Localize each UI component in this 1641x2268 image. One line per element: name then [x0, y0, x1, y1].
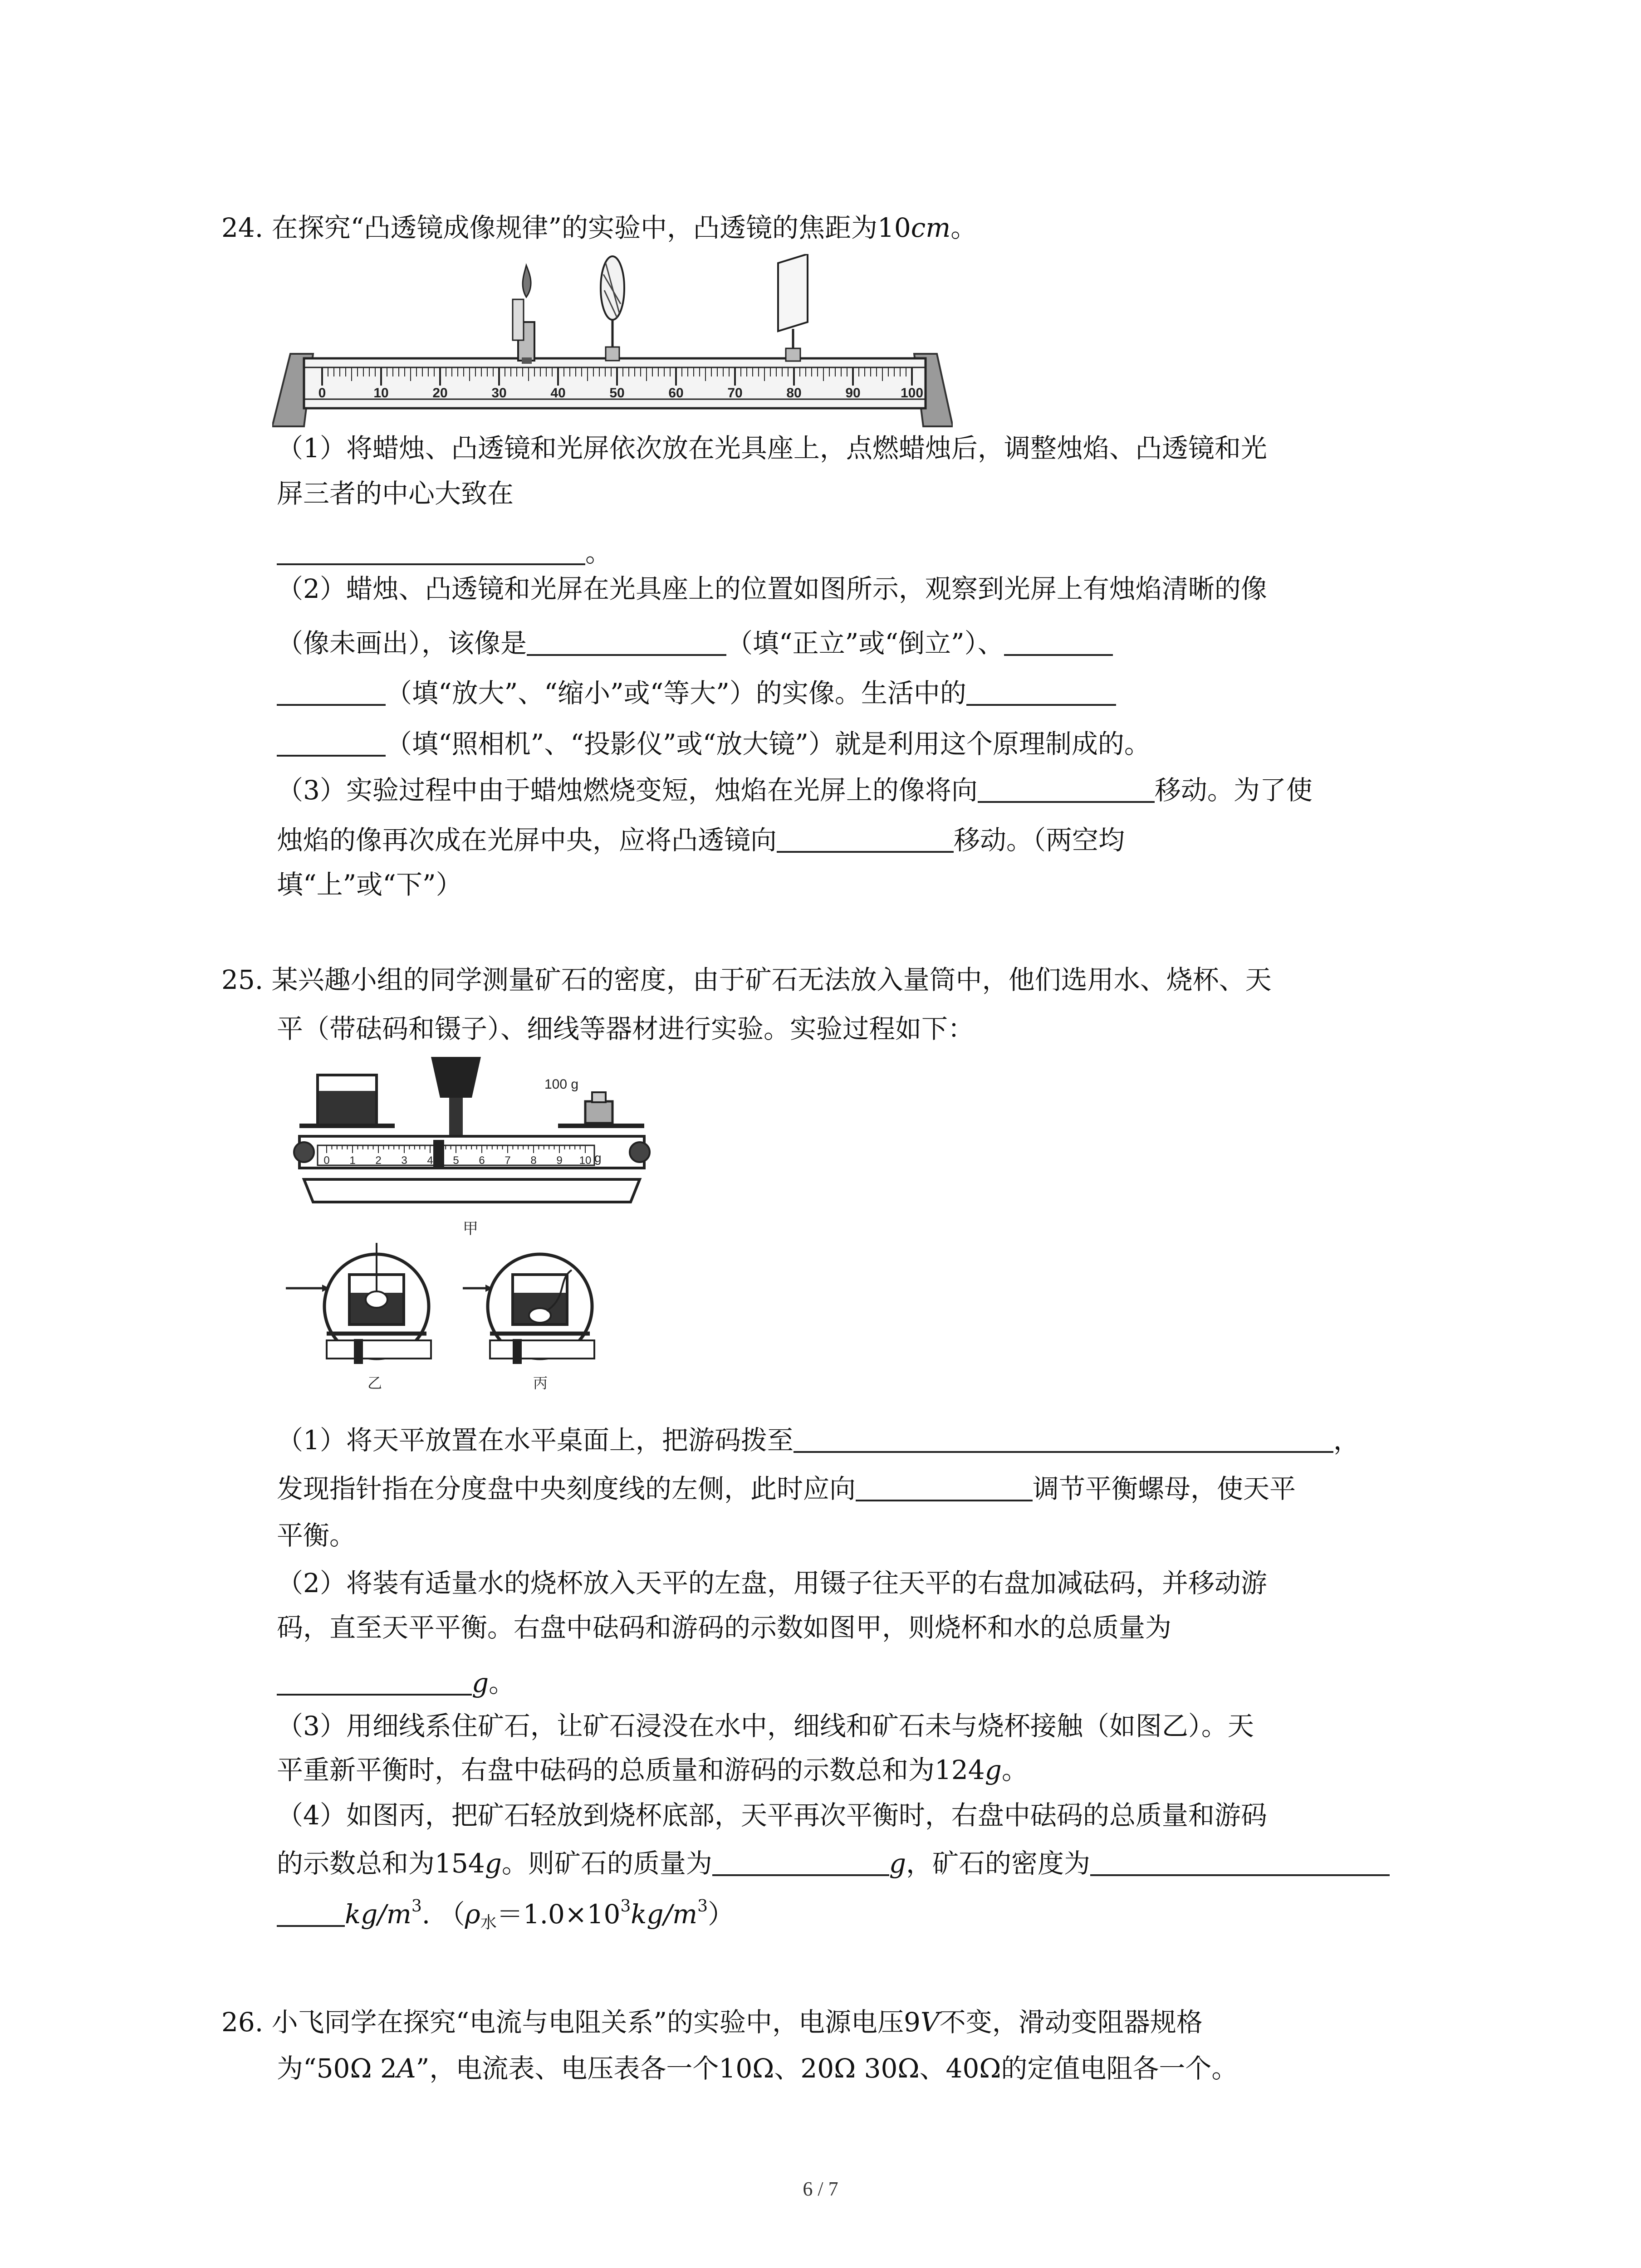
q25-part1-text-c: 发现指针指在分度盘中央刻度线的左侧，此时应向 [277, 1473, 856, 1504]
q25-part1-line3: 平衡。 [277, 1520, 356, 1551]
beam-scale-label: 3 [401, 1154, 407, 1167]
optical-bench-figure [272, 254, 953, 445]
q25-density-unit-exp: 3 [411, 1897, 422, 1916]
q24-part3-line3: 填“上”或“下”） [277, 869, 462, 900]
q25-part1-line1 [277, 1422, 1360, 1458]
bench-tick-label: 90 [845, 386, 861, 401]
label-bing: 丙 [533, 1375, 548, 1391]
q25-answer-blank-2[interactable] [856, 1471, 1033, 1501]
q24-stem-end: 。 [950, 212, 977, 243]
q25-stem-line1: 25. 某兴趣小组的同学测量矿石的密度，由于矿石无法放入量筒中，他们选用水、烧杯、天 [221, 964, 1272, 995]
q25-answer-blank-3[interactable] [277, 1666, 472, 1696]
balance-figure-jia [290, 1057, 653, 1238]
candle [513, 265, 534, 364]
bench-tick-label: 70 [727, 386, 743, 401]
q24-part3-text-a: （3）实验过程中由于蜡烛燃烧变短，烛焰在光屏上的像将向 [277, 775, 978, 806]
q25-part3-line2 [277, 1752, 1028, 1788]
q24-stem-unit: cm [911, 212, 951, 243]
weight-100g [585, 1101, 612, 1123]
beam-scale-label: 6 [479, 1154, 485, 1167]
q24-part3-text-c: 烛焰的像再次成在光屏中央，应将凸透镜向 [277, 825, 777, 855]
q25-part4-text-c: ，矿石的密度为 [906, 1848, 1091, 1879]
bench-tick-label: 30 [491, 386, 507, 401]
balance-base [304, 1179, 640, 1202]
q25-answer-blank-4[interactable] [712, 1846, 889, 1876]
q24-answer-blank-2[interactable] [527, 626, 726, 656]
beam-scale-label: 7 [505, 1154, 511, 1167]
q24-part2-line1: （2）蜡烛、凸透镜和光屏在光具座上的位置如图所示，观察到光屏上有烛焰清晰的像 [277, 573, 1267, 604]
bench-tick-label: 0 [318, 386, 326, 401]
q24-part3-line2 [277, 822, 1125, 858]
balance-dial [431, 1057, 481, 1098]
q25-part4-text-a: 的示数总和为154 [277, 1848, 485, 1879]
q25-rho-value: ＝1.0×10 [496, 1899, 621, 1930]
q24-part3-text-d: 移动。（两空均 [954, 825, 1125, 855]
q24-answer-blank-6[interactable] [777, 823, 954, 853]
q24-answer-blank-3b[interactable] [277, 676, 386, 706]
q24-part3-text-b: 移动。为了使 [1154, 775, 1313, 806]
q26-text-b: 不变，滑动变阻器规格 [939, 2007, 1203, 2038]
q25-part3-unit: g [985, 1755, 1002, 1785]
q24-answer-blank-5[interactable] [978, 773, 1155, 803]
q25-part2-line3 [277, 1665, 515, 1701]
q24-part2-line4 [277, 726, 1151, 762]
beam-scale-label: 10 [579, 1154, 592, 1167]
bench-tick-label: 60 [668, 386, 684, 401]
q25-part3-text: 平重新平衡时，右盘中砝码的总质量和游码的示数总和为124 [277, 1755, 985, 1785]
q25-density-unit: kg/m [345, 1899, 411, 1930]
q26-unit-a: A [397, 2053, 416, 2084]
q24-part3-line1 [277, 772, 1313, 808]
bench-tick-label: 50 [609, 386, 625, 401]
q24-answer-blank-3[interactable] [1004, 626, 1113, 656]
q25-part1-text-a: （1）将天平放置在水平桌面上，把游码拨至 [277, 1425, 794, 1456]
beam-scale-label: 0 [323, 1154, 330, 1167]
q24-stem-text: 24. 在探究“凸透镜成像规律”的实验中，凸透镜的焦距为10 [221, 212, 911, 243]
q26-unit-v: V [920, 2007, 940, 2038]
q25-answer-blank-1[interactable] [794, 1423, 1333, 1453]
q25-answer-blank-5b[interactable] [277, 1897, 345, 1927]
figure-yi [286, 1243, 431, 1391]
bench-rail [304, 358, 926, 408]
beam-scale-label: 4 [427, 1154, 433, 1167]
q25-stem-line2: 平（带砝码和镊子）、细线等器材进行实验。实验过程如下： [277, 1013, 975, 1044]
q24-answer-blank-4b[interactable] [277, 727, 386, 757]
q25-part2-end: 。 [489, 1667, 515, 1698]
beam-scale-label: 9 [556, 1154, 563, 1167]
q24-part2-line2 [277, 625, 1113, 661]
q25-part4-paren-open: . （ [421, 1899, 465, 1930]
q25-part4-line2 [277, 1845, 1390, 1882]
q25-part4-line1: （4）如图丙，把矿石轻放到烧杯底部，天平再次平衡时，右盘中砝码的总质量和游码 [277, 1800, 1267, 1831]
q24-part2-line3 [277, 675, 1116, 711]
q25-rho-unit-exp: 3 [697, 1897, 708, 1916]
q25-rho-value-exp: 3 [620, 1897, 631, 1916]
q25-part2-line1: （2）将装有适量水的烧杯放入天平的左盘，用镊子往天平的右盘加减砝码，并移动游 [277, 1568, 1267, 1598]
q24-part2-text-b: （填“正立”或“倒立”）、 [726, 628, 1004, 659]
convex-lens [601, 256, 624, 361]
q25-part4-unit-b: g [889, 1848, 906, 1879]
figure-bing [463, 1254, 594, 1391]
q25-part2-unit: g [472, 1667, 489, 1698]
q24-part1-end: 。 [585, 537, 612, 568]
q25-part4-unit-a: g [485, 1848, 502, 1879]
q25-part3-end: 。 [1001, 1755, 1028, 1785]
label-jia: 甲 [463, 1220, 478, 1237]
q26-text-c: 为“50Ω 2 [277, 2053, 397, 2084]
bench-tick-label: 40 [550, 386, 566, 401]
rider [433, 1140, 444, 1167]
q25-part4-line3 [277, 1896, 734, 1932]
q24-answer-blank-4[interactable] [966, 676, 1116, 706]
weight-label: 100 g [544, 1077, 579, 1092]
beam-scale-label: 1 [349, 1154, 356, 1167]
label-yi: 乙 [367, 1375, 382, 1391]
light-screen [778, 254, 808, 361]
q25-part1-text-b: ， [1333, 1425, 1360, 1456]
q24-stem [221, 210, 977, 246]
bench-tick-label: 10 [373, 386, 389, 401]
q24-part1-line2: 屏三者的中心大致在 [277, 478, 514, 509]
q25-answer-blank-5[interactable] [1090, 1846, 1390, 1876]
q25-part1-line2 [277, 1471, 1296, 1507]
q24-part1-line1: （1）将蜡烛、凸透镜和光屏依次放在光具座上，点燃蜡烛后，调整烛焰、凸透镜和光 [277, 433, 1267, 464]
q24-part2-text-a: （像未画出），该像是 [277, 628, 527, 659]
q26-stem-line2 [277, 2050, 1238, 2087]
balance-figures-yi-bing [286, 1243, 649, 1402]
bench-tick-label: 100 [900, 386, 924, 401]
q24-answer-blank-1[interactable] [277, 535, 585, 565]
q25-rho-unit: kg/m [631, 1899, 698, 1930]
q25-rho-subscript: 水 [480, 1913, 497, 1932]
page-number: 6 / 7 [803, 2178, 838, 2200]
beam-scale-label: 2 [375, 1154, 382, 1167]
q24-part2-text-c: （填“放大”、“缩小”或“等大”）的实像。生活中的 [386, 678, 966, 709]
q25-part1-text-d: 调节平衡螺母，使天平 [1033, 1473, 1296, 1504]
q26-stem-line1 [221, 2004, 1203, 2040]
beam-scale-label: 5 [453, 1154, 459, 1167]
q26-text-d: ”，电流表、电压表各一个10Ω、20Ω 30Ω、40Ω的定值电阻各一个。 [416, 2053, 1238, 2084]
q24-part1-line3 [277, 534, 612, 571]
q25-rho-symbol: ρ [465, 1899, 480, 1930]
q24-part2-text-d: （填“照相机”、“投影仪”或“放大镜”）就是利用这个原理制成的。 [386, 728, 1151, 759]
bench-tick-label: 80 [786, 386, 802, 401]
q25-part4-paren-close: ） [707, 1899, 734, 1930]
q25-part4-text-b: 。则矿石的质量为 [501, 1848, 712, 1879]
q26-text-a: 26. 小飞同学在探究“电流与电阻关系”的实验中，电源电压9 [221, 2007, 921, 2038]
beam-unit: g [594, 1151, 602, 1165]
q25-part2-line2: 码，直至天平平衡。右盘中砝码和游码的示数如图甲，则烧杯和水的总质量为 [277, 1612, 1172, 1643]
beam-scale-label: 8 [530, 1154, 537, 1167]
bench-tick-label: 20 [432, 386, 448, 401]
q25-part3-line1: （3）用细线系住矿石，让矿石浸没在水中，细线和矿石未与烧杯接触（如图乙）。天 [277, 1711, 1254, 1741]
